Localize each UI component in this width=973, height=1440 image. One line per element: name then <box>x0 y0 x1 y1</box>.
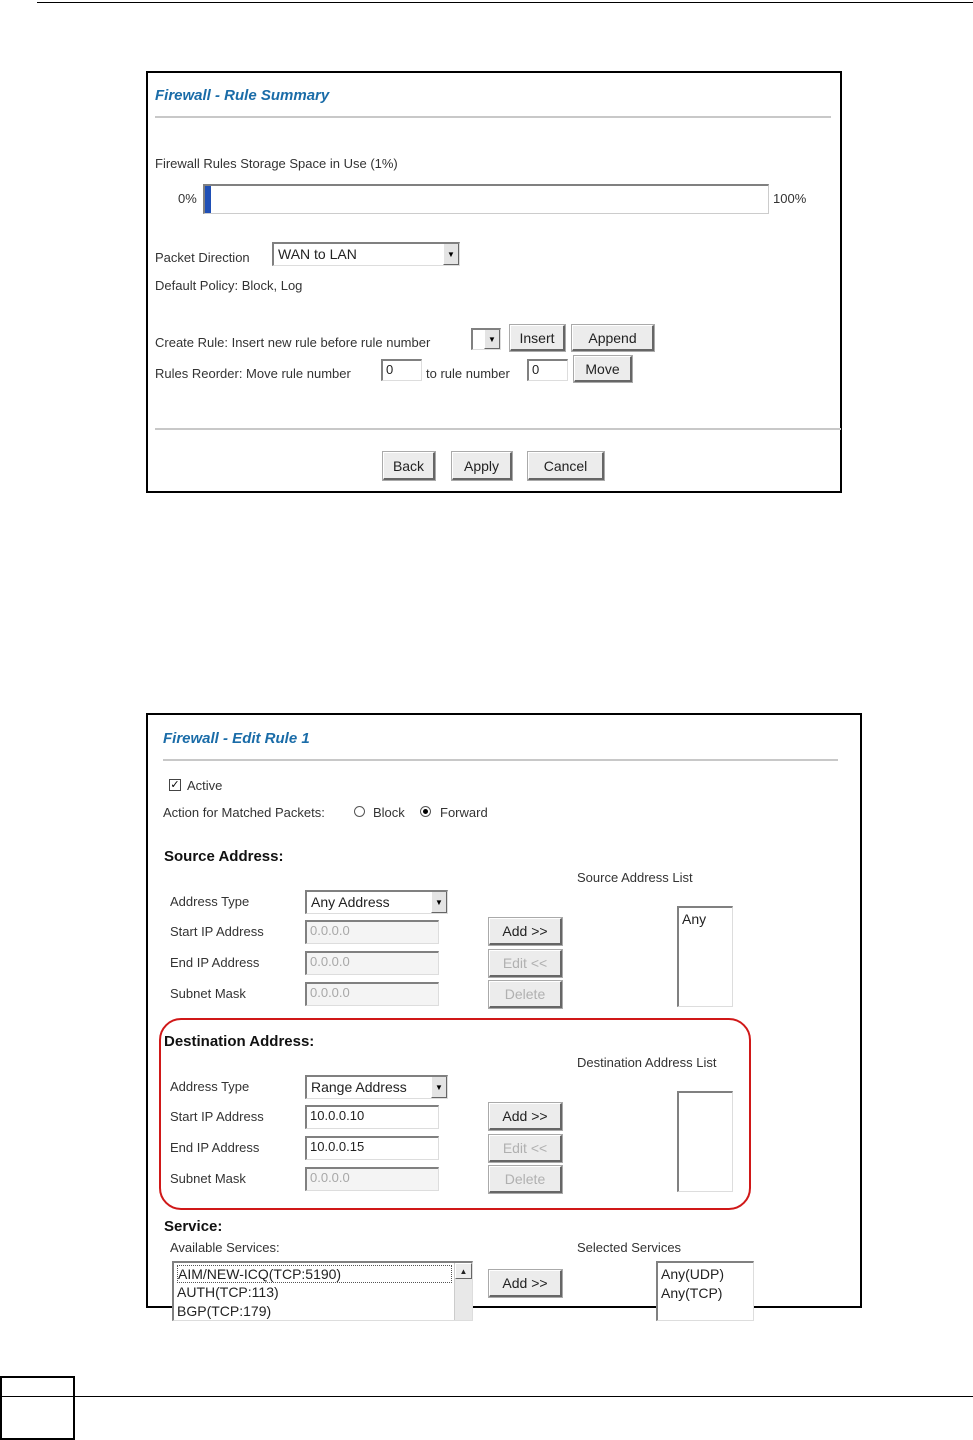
page-top-rule <box>37 2 973 3</box>
chevron-down-icon: ▼ <box>443 244 459 265</box>
edit-title-divider <box>163 759 838 761</box>
available-services-list[interactable] <box>172 1261 473 1321</box>
source-address-type-value: Any Address <box>311 894 390 910</box>
list-item[interactable]: AUTH(TCP:113) <box>177 1284 279 1300</box>
source-add-button[interactable]: Add >> <box>489 918 562 945</box>
available-services-scrollbar[interactable] <box>454 1263 472 1320</box>
list-item[interactable]: BGP(TCP:179) <box>177 1303 272 1319</box>
destination-address-type-label: Address Type <box>170 1079 250 1094</box>
to-rule-label: to rule number <box>426 366 510 381</box>
service-heading: Service: <box>164 1218 223 1235</box>
packet-direction-label: Packet Direction <box>155 250 250 265</box>
default-policy-text: Default Policy: Block, Log <box>155 278 303 293</box>
rule-summary-panel <box>146 71 842 493</box>
reorder-to-input[interactable]: 0 <box>527 359 568 381</box>
destination-subnet-input[interactable]: 0.0.0.0 <box>305 1167 439 1191</box>
list-item[interactable]: Any(UDP) <box>661 1266 725 1282</box>
chevron-down-icon: ▼ <box>484 330 500 349</box>
edit-rule-panel <box>146 713 862 1319</box>
source-subnet-label: Subnet Mask <box>170 986 246 1001</box>
chevron-down-icon: ▼ <box>431 892 447 913</box>
scroll-up-icon[interactable]: ▲ <box>455 1263 472 1279</box>
apply-button[interactable]: Apply <box>452 452 512 480</box>
edit-rule-title: Firewall - Edit Rule 1 <box>163 730 310 747</box>
source-end-ip-label: End IP Address <box>170 955 260 970</box>
list-item[interactable]: AIM/NEW-ICQ(TCP:5190) <box>177 1265 452 1283</box>
destination-address-type-value: Range Address <box>311 1079 407 1095</box>
selected-services-list[interactable] <box>656 1261 754 1321</box>
progress-max-label: 100% <box>773 191 807 206</box>
reorder-from-input[interactable]: 0 <box>381 359 422 381</box>
insert-rule-number-select[interactable] <box>471 328 501 350</box>
forward-radio[interactable] <box>420 806 431 817</box>
move-button[interactable]: Move <box>574 356 632 382</box>
source-list-label: Source Address List <box>577 870 693 885</box>
destination-address-list[interactable] <box>677 1091 733 1192</box>
page-bottom-rule <box>0 1396 973 1397</box>
source-address-list[interactable] <box>677 906 733 1007</box>
active-label: Active <box>187 778 223 793</box>
destination-edit-button[interactable]: Edit << <box>489 1135 562 1162</box>
block-label: Block <box>373 805 405 820</box>
packet-direction-value: WAN to LAN <box>278 246 357 262</box>
source-address-type-label: Address Type <box>170 894 250 909</box>
cancel-button[interactable]: Cancel <box>528 452 604 480</box>
destination-address-type-select[interactable] <box>305 1075 448 1099</box>
action-label: Action for Matched Packets: <box>163 805 325 820</box>
available-services-label: Available Services: <box>170 1240 280 1255</box>
page-number-box <box>0 1376 75 1440</box>
append-button[interactable]: Append <box>572 325 654 351</box>
title-divider <box>155 116 831 118</box>
block-radio[interactable] <box>354 806 365 817</box>
destination-end-ip-label: End IP Address <box>170 1140 260 1155</box>
destination-add-button[interactable]: Add >> <box>489 1103 562 1130</box>
service-add-button[interactable]: Add >> <box>489 1270 562 1297</box>
source-end-ip-input[interactable]: 0.0.0.0 <box>305 951 439 975</box>
selected-services-label: Selected Services <box>577 1240 682 1255</box>
source-start-ip-label: Start IP Address <box>170 924 264 939</box>
destination-start-ip-label: Start IP Address <box>170 1109 264 1124</box>
list-item[interactable]: Any <box>682 911 707 927</box>
destination-subnet-label: Subnet Mask <box>170 1171 246 1186</box>
destination-end-ip-input[interactable]: 10.0.0.15 <box>305 1136 439 1160</box>
active-checkbox[interactable]: ✓ <box>170 779 180 791</box>
storage-label: Firewall Rules Storage Space in Use (1%) <box>155 156 398 171</box>
destination-start-ip-input[interactable]: 10.0.0.10 <box>305 1105 439 1129</box>
destination-heading: Destination Address: <box>164 1033 315 1050</box>
source-start-ip-input[interactable]: 0.0.0.0 <box>305 920 439 944</box>
source-delete-button[interactable]: Delete <box>489 981 562 1008</box>
footer-divider <box>155 428 841 430</box>
forward-label: Forward <box>440 805 488 820</box>
create-rule-label: Create Rule: Insert new rule before rule number <box>155 335 431 350</box>
source-heading: Source Address: <box>164 848 284 865</box>
progress-min-label: 0% <box>178 191 197 206</box>
source-subnet-input[interactable]: 0.0.0.0 <box>305 982 439 1006</box>
packet-direction-select[interactable] <box>272 242 460 266</box>
destination-list-label: Destination Address List <box>577 1055 717 1070</box>
chevron-down-icon: ▼ <box>431 1077 447 1098</box>
insert-button[interactable]: Insert <box>510 325 565 351</box>
destination-delete-button[interactable]: Delete <box>489 1166 562 1193</box>
source-address-type-select[interactable] <box>305 890 448 914</box>
source-edit-button[interactable]: Edit << <box>489 950 562 977</box>
list-item[interactable]: Any(TCP) <box>661 1285 723 1301</box>
reorder-label: Rules Reorder: Move rule number <box>155 366 351 381</box>
storage-progress-bar <box>203 184 769 214</box>
page-title: Firewall - Rule Summary <box>155 87 330 104</box>
storage-progress-fill <box>205 186 211 213</box>
back-button[interactable]: Back <box>383 452 435 480</box>
